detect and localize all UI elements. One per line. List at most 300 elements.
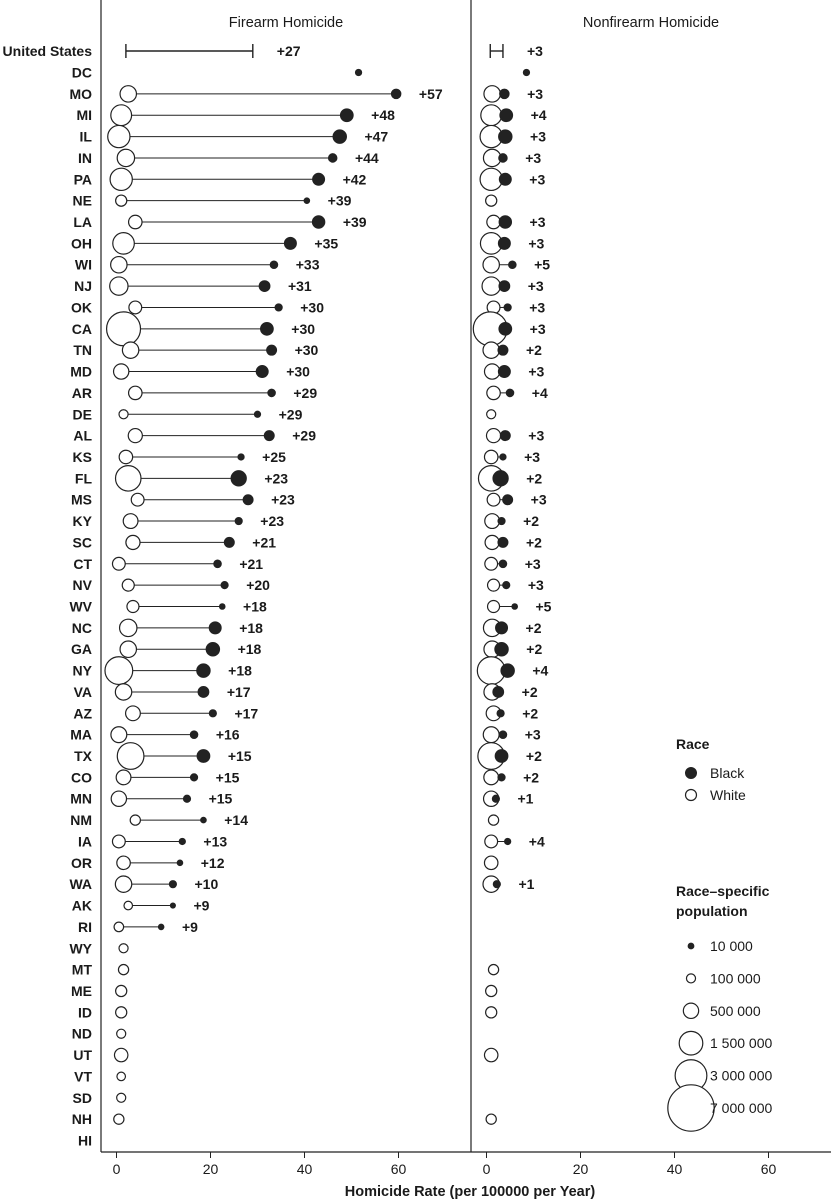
white-rate-point [488,965,498,975]
panel-title: Nonfirearm Homicide [582,15,720,31]
difference-label: +33 [295,256,320,273]
white-rate-point [120,641,136,657]
white-rate-point [127,601,139,613]
black-rate-point [493,471,508,486]
black-rate-point [235,517,242,524]
black-rate-point [493,687,504,698]
white-rate-point [112,835,125,848]
white-rate-point [115,684,131,700]
row-label: ME [71,982,92,999]
row-label: FL [74,470,92,487]
difference-label: +3 [527,85,544,102]
row-label: IN [78,149,92,166]
legend-population-marker [668,1085,714,1131]
row-label: RI [78,918,92,935]
white-rate-point [126,706,141,721]
x-tick-label: 60 [390,1161,407,1177]
black-rate-point [197,750,210,763]
white-rate-point [111,727,127,743]
white-rate-point [124,901,133,910]
black-rate-point [197,664,210,677]
row-label: NH [71,1111,92,1128]
difference-label: +1 [518,876,535,893]
x-tick-label: 60 [760,1161,777,1177]
difference-label: +2 [523,513,540,530]
black-rate-point [198,687,209,698]
row-label: MO [69,85,92,102]
x-axis-title: Homicide Rate (per 100000 per Year) [344,1184,596,1200]
axes-layer [101,0,831,1200]
legend-population-marker [686,974,695,983]
row-label: SC [72,534,92,551]
difference-label: +30 [286,363,310,380]
white-rate-point [110,168,132,190]
difference-label: +3 [527,278,544,295]
black-rate-point [261,322,274,335]
row-label: NV [72,577,92,594]
black-rate-point [499,154,508,163]
legend-black-marker [686,768,697,779]
difference-label: +30 [294,342,319,359]
row-label: WA [69,876,92,893]
row-label: CA [71,320,92,337]
white-rate-point [483,342,499,358]
black-rate-point [500,431,510,441]
black-rate-point [214,560,222,568]
legend-race-title: Race [676,736,710,752]
rows-layer [3,43,552,1149]
white-rate-point [116,1007,127,1018]
black-rate-point [313,173,325,185]
black-rate-point [221,582,228,589]
x-tick-label: 40 [296,1161,313,1177]
white-rate-point [107,312,141,346]
black-rate-point [501,664,514,677]
us-difference-label: +27 [276,43,301,59]
white-rate-point [114,364,129,379]
white-rate-point [114,922,124,932]
black-rate-point [500,109,513,122]
white-rate-point [485,514,500,529]
white-rate-point [485,835,498,848]
black-rate-point [509,261,517,269]
black-rate-point [505,838,511,844]
row-label: CT [73,555,92,572]
row-label: IL [79,128,92,145]
row-label: CO [71,769,92,786]
difference-label: +42 [342,171,367,188]
white-rate-point [488,601,500,613]
white-rate-point [116,985,127,996]
black-rate-point [177,860,183,866]
difference-label: +4 [528,833,545,850]
black-rate-point [256,366,268,378]
row-label-us: United States [2,43,92,59]
row-label: MD [70,363,92,380]
white-rate-point [119,410,128,419]
row-label: GA [71,641,92,658]
black-rate-point [503,582,510,589]
difference-label: +5 [535,598,552,615]
white-rate-point [117,1093,126,1102]
difference-label: +16 [215,726,240,743]
difference-label: +9 [193,897,210,914]
black-rate-point [499,216,511,228]
black-rate-point [209,622,221,634]
black-rate-point [179,838,185,844]
black-rate-point [523,69,529,75]
x-tick-label: 0 [482,1161,491,1177]
white-rate-point [117,743,144,770]
difference-label: +2 [525,534,542,551]
difference-label: +23 [271,491,295,508]
white-rate-point [111,791,126,806]
white-rate-point [484,364,499,379]
row-label: DE [72,406,92,423]
difference-label: +4 [530,107,547,124]
difference-label: +3 [529,171,546,188]
white-rate-point [481,105,502,126]
black-rate-point [259,281,270,292]
difference-label: +3 [524,555,541,572]
white-rate-point [114,1114,124,1124]
black-rate-point [498,517,505,524]
difference-label: +2 [522,705,539,722]
black-rate-point [243,495,253,505]
white-rate-point [108,125,130,147]
row-label: TN [73,342,92,359]
white-rate-point [487,493,500,506]
difference-label: +3 [530,128,547,145]
difference-label: +3 [529,299,546,316]
difference-label: +4 [531,384,548,401]
legend-population-label: 3 000 000 [710,1067,773,1084]
difference-label: +2 [525,748,542,765]
difference-label: +4 [532,662,549,679]
difference-label: +17 [226,683,251,700]
legend-population-label: 7 000 000 [710,1100,773,1116]
black-rate-point [190,731,198,739]
black-rate-point [493,881,500,888]
white-rate-point [116,466,141,491]
black-rate-point [498,537,508,547]
difference-label: +20 [246,577,270,594]
white-rate-point [123,514,138,529]
row-label: WV [69,598,92,615]
row-label: AL [73,427,92,444]
white-rate-point [120,619,137,636]
black-rate-point [275,304,282,311]
difference-label: +9 [181,918,198,935]
white-rate-point [484,1048,497,1061]
row-label: KY [72,513,92,530]
white-rate-point [117,1072,126,1081]
difference-label: +18 [237,641,262,658]
black-rate-point [270,261,278,269]
white-rate-point [488,579,500,591]
row-label: OK [71,299,92,316]
difference-label: +44 [354,149,379,166]
difference-label: +3 [530,491,547,508]
x-tick-label: 20 [202,1161,219,1177]
black-rate-point [495,750,508,763]
white-rate-point [111,105,132,126]
difference-label: +3 [524,448,541,465]
white-rate-point [129,301,142,314]
black-rate-point [512,604,518,610]
black-rate-point [333,130,346,143]
white-rate-point [118,965,128,975]
black-rate-point [506,389,514,397]
white-rate-point [111,257,127,273]
black-rate-point [284,237,296,249]
black-rate-point [497,710,504,717]
difference-label: +13 [203,833,228,850]
difference-label: +10 [194,876,219,893]
row-label: MS [71,491,92,508]
black-rate-point [499,173,511,185]
difference-label: +2 [526,641,543,658]
white-rate-point [119,450,132,463]
black-rate-point [264,431,274,441]
row-label: NE [72,192,92,209]
difference-label: +30 [300,299,324,316]
difference-label: +2 [525,619,542,636]
row-label: PA [73,171,92,188]
difference-label: +29 [293,384,318,401]
black-rate-point [355,69,361,75]
row-label: AK [71,897,92,914]
difference-label: +48 [371,107,395,124]
black-rate-point [499,731,507,739]
black-rate-point [499,560,507,568]
x-tick-label: 0 [112,1161,121,1177]
legend-population-title: Race–specific population [676,883,770,919]
row-label: MA [70,726,92,743]
difference-label: +15 [227,748,252,765]
white-rate-point [131,493,144,506]
row-label: VT [74,1068,92,1085]
difference-label: +21 [239,555,264,572]
legend-population-marker [679,1031,703,1055]
difference-label: +23 [264,470,289,487]
difference-label: +35 [314,235,339,252]
x-tick-label: 20 [572,1161,589,1177]
difference-label: +18 [228,662,252,679]
row-label: WY [69,940,92,957]
black-rate-point [304,198,310,204]
white-rate-point [117,856,130,869]
difference-label: +3 [528,235,545,252]
black-rate-point [328,154,337,163]
white-rate-point [485,557,498,570]
difference-label: +15 [208,790,233,807]
black-rate-point [268,389,276,397]
black-rate-point [499,281,510,292]
difference-label: +17 [234,705,259,722]
difference-label: +29 [292,427,316,444]
row-label: MI [76,107,92,124]
row-label: HI [78,1132,92,1149]
legend-population-label: 500 000 [710,1002,761,1019]
white-rate-point [486,1114,496,1124]
difference-label: +3 [528,363,545,380]
difference-label: +15 [215,769,240,786]
white-rate-point [122,342,138,358]
black-rate-point [183,795,190,802]
black-rate-point [391,89,401,99]
black-rate-point [238,454,244,460]
white-rate-point [129,386,142,399]
black-rate-point [190,774,197,781]
white-rate-point [487,386,500,399]
white-rate-point [486,429,500,443]
legend-population-label: 1 500 000 [710,1035,773,1052]
row-label: AZ [73,705,92,722]
legend-population-marker [688,943,694,949]
difference-label: +3 [528,427,545,444]
row-label: IA [78,833,92,850]
black-rate-point [169,881,176,888]
row-label: MN [70,790,92,807]
black-rate-point [340,109,353,122]
row-label: NC [71,619,92,636]
difference-label: +2 [526,470,543,487]
row-label: NY [72,662,92,679]
white-rate-point [120,86,136,102]
legend-population-label: 100 000 [710,970,761,987]
black-rate-point [503,495,513,505]
row-label: MT [71,961,92,978]
difference-label: +23 [260,513,285,530]
row-label: KS [72,448,92,465]
white-rate-point [116,770,131,785]
white-rate-point [486,195,497,206]
legend-white-label: White [710,787,746,803]
row-label: LA [73,214,92,231]
white-rate-point [113,233,135,255]
black-rate-point [499,322,512,335]
black-rate-point [495,642,508,655]
white-rate-point [114,1048,127,1061]
black-rate-point [170,903,175,908]
row-label: UT [73,1047,92,1064]
row-label: AR [71,384,92,401]
difference-label: +12 [200,854,225,871]
row-label: WI [74,256,92,273]
white-rate-point [487,215,500,228]
white-rate-point [486,1007,497,1018]
difference-label: +18 [239,619,263,636]
legend-layer [668,736,773,1131]
difference-label: +31 [287,278,312,295]
white-rate-point [483,257,499,273]
row-label: OR [71,854,92,871]
black-rate-point [267,345,277,355]
panel-title: Firearm Homicide [228,15,344,31]
row-label: OH [71,235,92,252]
white-rate-point [128,429,142,443]
black-rate-point [231,471,246,486]
white-rate-point [488,815,498,825]
difference-label: +3 [524,726,541,743]
legend-population-label: 10 000 [710,938,753,954]
white-rate-point [486,985,497,996]
difference-label: +3 [529,214,546,231]
white-rate-point [485,535,499,549]
row-label: ND [71,1025,92,1042]
row-label: DC [71,64,92,81]
white-rate-point [130,815,140,825]
difference-label: +1 [517,790,534,807]
black-rate-point [492,795,499,802]
black-rate-point [500,89,510,99]
difference-label: +29 [278,406,303,423]
legend-white-marker [686,790,697,801]
difference-label: +3 [529,320,546,337]
white-rate-point [482,277,500,295]
legend-black-label: Black [710,765,745,781]
row-label: ID [78,1004,92,1021]
difference-label: +30 [291,320,316,337]
black-rate-point [500,454,506,460]
black-rate-point [224,537,234,547]
white-rate-point [484,770,499,785]
us-difference-label: +3 [526,43,543,59]
white-rate-point [129,215,142,228]
black-rate-point [498,774,505,781]
white-rate-point [484,856,497,869]
white-rate-point [117,149,134,166]
black-rate-point [209,710,216,717]
difference-label: +18 [243,598,267,615]
difference-label: +57 [418,85,443,102]
difference-label: +3 [525,149,542,166]
difference-label: +39 [327,192,352,209]
black-rate-point [206,642,219,655]
black-rate-point [219,604,225,610]
white-rate-point [122,579,134,591]
difference-label: +5 [534,256,551,273]
row-label: NJ [74,278,92,295]
black-rate-point [201,817,207,823]
white-rate-point [115,876,131,892]
black-rate-point [498,345,508,355]
black-rate-point [504,304,511,311]
row-label: VA [73,683,92,700]
white-rate-point [117,1029,126,1038]
black-rate-point [498,237,510,249]
black-rate-point [499,130,512,143]
row-label: TX [74,748,92,765]
white-rate-point [483,727,499,743]
difference-label: +2 [523,769,540,786]
difference-label: +21 [252,534,277,551]
white-rate-point [105,657,133,685]
white-rate-point [487,410,496,419]
black-rate-point [498,366,510,378]
legend-population-marker [683,1003,698,1018]
difference-label: +47 [364,128,389,145]
difference-label: +3 [527,577,544,594]
difference-label: +14 [224,812,248,829]
white-rate-point [484,86,500,102]
black-rate-point [312,216,324,228]
white-rate-point [116,195,127,206]
row-label: NM [70,812,92,829]
white-rate-point [119,944,128,953]
white-rate-point [112,557,125,570]
